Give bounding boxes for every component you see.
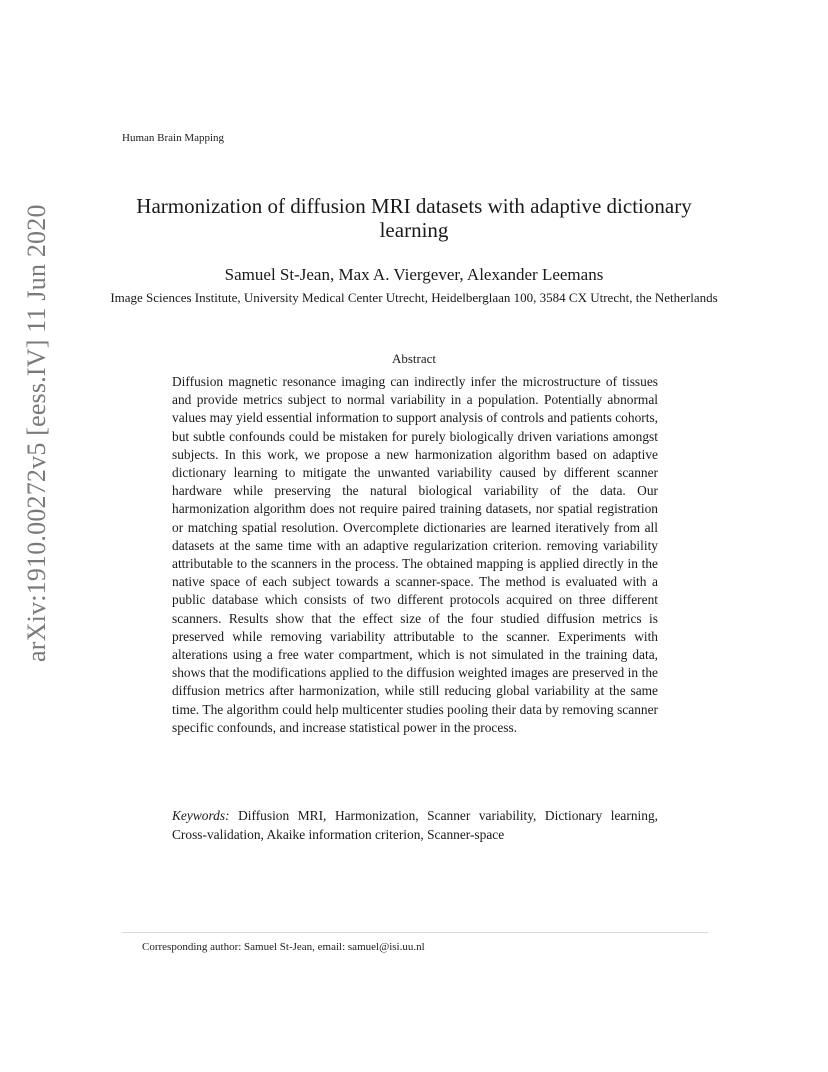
keywords-label: Keywords: <box>172 808 230 823</box>
keywords <box>172 807 658 844</box>
abstract-heading: Abstract <box>391 351 437 366</box>
footnote-divider <box>122 932 708 933</box>
arxiv-stamp <box>18 204 58 670</box>
corresponding-author-footnote: Corresponding author: Samuel St-Jean, email: samuel@isi.uu.nl <box>142 941 425 953</box>
keywords-text: Diffusion MRI, Harmonization, Scanner variability, Dictionary learning, Cross-validation, Akaike information criterion, Scanner-space <box>172 808 658 842</box>
affiliation: Image Sciences Institute, University Medical Center Utrecht, Heidelberglaan 100, 3584 CX Utrecht, the Netherlands <box>110 290 718 305</box>
arxiv-stamp-text: arXiv:1910.00272v5 [eess.IV] 11 Jun 2020 <box>22 204 51 662</box>
journal-name: Human Brain Mapping <box>122 132 225 144</box>
paper-title: Harmonization of diffusion MRI datasets with adaptive dictionary learning <box>136 194 692 242</box>
author-list: Samuel St-Jean, Max A. Viergever, Alexander Leemans <box>224 265 604 284</box>
abstract-body: Diffusion magnetic resonance imaging can indirectly infer the microstructure of tissues and provide metrics subject to normal variability in a population. Potentially abnormal values may yield essential information to support analysis of controls and patients cohorts, but subtle confounds could be mistaken for purely biologically driven variations amongst subjects. In this work, we propose a new harmonization algorithm based on adaptive dictionary learning to mitigate the unwanted variability caused by different scanner hardware while preserving the natural biological variability of the data. Our harmonization algorithm does not require paired training datasets, nor spatial registration or matching spatial resolution. Overcomplete dictionaries are learned iteratively from all datasets at the same time with an adaptive regularization criterion. removing variability attributable to the scanners in the process. The obtained mapping is applied directly in the native space of each subject towards a scanner-space. The method is evaluated with a public database which consists of two different protocols acquired on three different scanners. Results show that the effect size of the four studied diffusion metrics is preserved while removing variability attributable to the scanner. Experiments with alterations using a free water compartment, which is not simulated in the training data, shows that the modifications applied to the diffusion weighted images are preserved in the diffusion metrics after harmonization, while still reducing global variability at the same time. The algorithm could help multicenter studies pooling their data by removing scanner specific confounds, and increase statistical power in the process. <box>172 374 658 735</box>
